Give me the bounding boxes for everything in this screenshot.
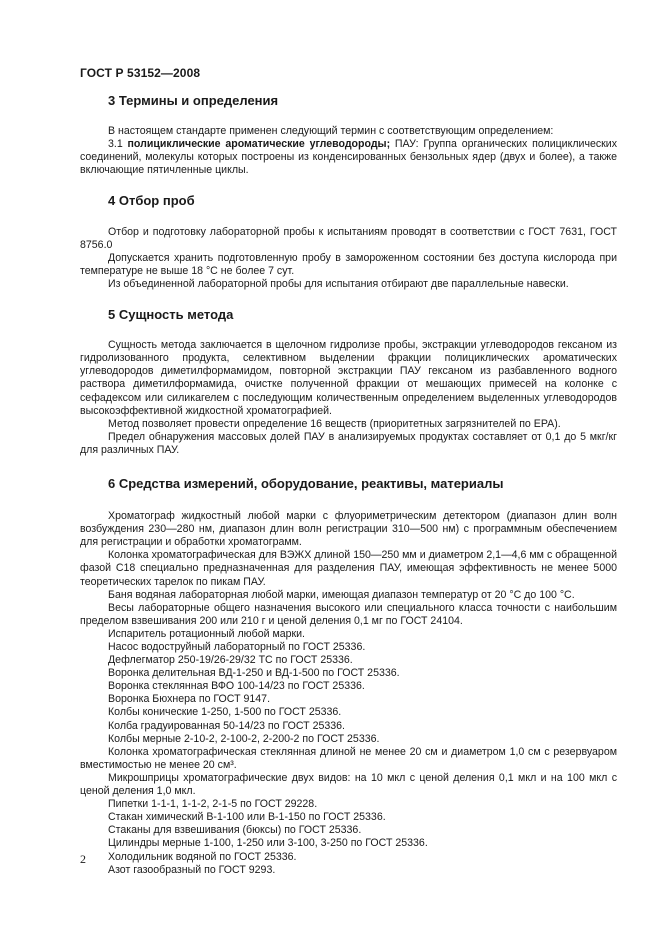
section-3-intro: В настоящем стандарте применен следующий термин с соответствующим определением:: [108, 125, 554, 138]
definition-text: ПАУ: Группа органических полициклических соединений, молекулы которых построены из конденсированных бензольных ядер (двух и более), а также включающие пятичленные циклы.: [80, 138, 618, 177]
paragraph: Воронка стеклянная ВФО 100-14/23 по ГОСТ 25336.: [108, 680, 365, 693]
standard-header: ГОСТ Р 53152—2008: [80, 66, 201, 80]
paragraph: Стаканы для взвешивания (бюксы) по ГОСТ 25336.: [108, 824, 362, 837]
section-6-title: 6 Средства измерений, оборудование, реактивы, материалы: [108, 475, 504, 491]
section-3-title: 3 Термины и определения: [108, 93, 279, 108]
paragraph: Воронка делительная ВД-1-250 и ВД-1-500 по ГОСТ 25336.: [108, 667, 400, 680]
paragraph: Колонка хроматографическая стеклянная длиной не менее 20 см и диаметром 1,0 см с резервуаром вместимостью не менее 20 см³.: [80, 745, 617, 771]
definition-number: 3.1: [108, 138, 128, 151]
definition-3-1: [80, 138, 617, 177]
paragraph: Предел обнаружения массовых долей ПАУ в анализируемых продуктах составляет от 0,1 до 5 мкг/кг для различных ПАУ.: [80, 430, 617, 456]
paragraph: Дефлегматор 250-19/26-29/32 ТС по ГОСТ 25336.: [108, 654, 353, 667]
paragraph: Микрошприцы хроматографические двух видов: на 10 мкл с ценой деления 0,1 мкл и на 100 мкл с ценой деления 1,0 мкл.: [80, 771, 617, 798]
paragraph: Колбы мерные 2-10-2, 2-100-2, 2-200-2 по ГОСТ 25336.: [108, 732, 380, 745]
paragraph: Баня водяная лабораторная любой марки, имеющая диапазон температур от 20 °С до 100 °С.: [108, 588, 575, 601]
paragraph: Отбор и подготовку лабораторной пробы к испытаниям проводят в соответствии с ГОСТ 7631, ГОСТ 8756.0: [80, 225, 617, 251]
paragraph: Азот газообразный по ГОСТ 9293.: [108, 863, 276, 876]
paragraph: Метод позволяет провести определение 16 веществ (приоритетных загрязнителей по ЕРА).: [108, 417, 561, 430]
page-number: 2: [80, 852, 86, 866]
paragraph: Стакан химический В-1-100 или В-1-150 по ГОСТ 25336.: [108, 811, 386, 824]
definition-term: полициклические ароматические углеводороды;: [127, 138, 391, 151]
paragraph: Насос водоструйный лабораторный по ГОСТ 25336.: [108, 641, 366, 653]
paragraph: Из объединенной лабораторной пробы для испытания отбирают две параллельные навески.: [108, 277, 569, 290]
paragraph: Колба градуированная 50-14/23 по ГОСТ 25336.: [108, 719, 346, 732]
paragraph: Допускается хранить подготовленную пробу в замороженном состоянии без доступа кислорода при температуре не выше 18 °С не более 7 сут.: [80, 251, 617, 277]
page-content: [80, 94, 617, 877]
paragraph: Цилиндры мерные 1-100, 1-250 или 3-100, 3-250 по ГОСТ 25336.: [108, 837, 428, 850]
section-4-title: 4 Отбор проб: [108, 193, 195, 209]
paragraph: Весы лабораторные общего назначения высокого или специального класса точности с наибольшим пределом взвешивания 200 или 210 г и ценой деления 0,1 мг по ГОСТ 24104.: [80, 601, 617, 627]
paragraph: Испаритель ротационный любой марки.: [108, 627, 306, 640]
paragraph: Сущность метода заключается в щелочном гидролизе пробы, экстракции углеводородов гексаном из гидролизованного продукта, селективном выделении фракции полициклических ароматических углеводородов диметилформамидом, повторной экстракции ПАУ гексаном из разбавленного водного раствора диметилформамида, очистке полученной фракции от мешающих примесей на колонке с сефадексом или силикагелем с последующим количественным определением выделенных углеводородов высокоэффективной жидкостной хроматографией.: [80, 339, 617, 417]
section-5-title: 5 Сущность метода: [108, 307, 234, 323]
paragraph: Воронка Бюхнера по ГОСТ 9147.: [108, 693, 271, 706]
paragraph: Хроматограф жидкостный любой марки с флуориметрическим детектором (диапазон длин волн возбуждения 230—280 нм, диапазон длин волн регистрации 310—500 нм) с программным обеспечением для регистрации и обработки хроматограмм.: [80, 510, 617, 549]
paragraph: Колбы конические 1-250, 1-500 по ГОСТ 25336.: [108, 706, 342, 719]
paragraph: Холодильник водяной по ГОСТ 25336.: [108, 850, 297, 863]
paragraph: Пипетки 1-1-1, 1-1-2, 2-1-5 по ГОСТ 29228.: [108, 798, 318, 811]
paragraph: Колонка хроматографическая для ВЭЖХ длиной 150—250 мм и диаметром 2,1—4,6 мм с обращенной фазой С18 специально предназначенная для разделения ПАУ, имеющая эффективность не менее 5000 теоретических тарелок по пикам ПАУ.: [80, 549, 617, 588]
